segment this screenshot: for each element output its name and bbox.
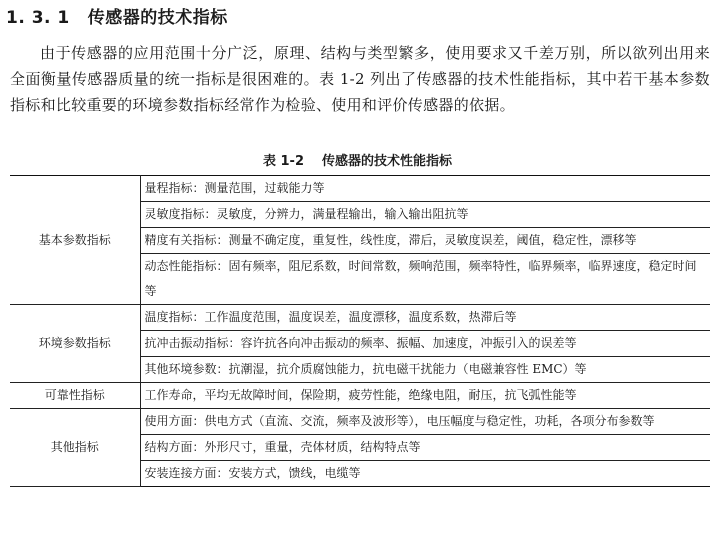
table-row: [10, 176, 710, 202]
section-heading: [6, 3, 228, 28]
category-cell: 可靠性指标: [10, 383, 140, 409]
detail-cell: 温度指标：工作温度范围，温度误差，温度漂移，温度系数，热滞后等: [140, 305, 710, 331]
detail-cell: 精度有关指标：测量不确定度，重复性，线性度，滞后，灵敏度误差，阈值，稳定性，漂移等: [140, 228, 710, 254]
category-cell: 环境参数指标: [10, 305, 140, 383]
detail-cell: 抗冲击振动指标：容许抗各向冲击振动的频率、振幅、加速度，冲振引入的误差等: [140, 331, 710, 357]
table-row: [10, 383, 710, 409]
table-title: 传感器的技术性能指标: [322, 154, 453, 169]
section-title: 传感器的技术指标: [87, 8, 228, 28]
detail-cell: 工作寿命，平均无故障时间，保险期，疲劳性能，绝缘电阻，耐压，抗飞弧性能等: [140, 383, 710, 409]
table-caption: [0, 150, 715, 169]
detail-cell: 使用方面：供电方式（直流、交流，频率及波形等），电压幅度与稳定性，功耗，各项分布参数等: [140, 409, 710, 435]
table-number: 表 1-2: [262, 154, 304, 169]
table-row: [10, 305, 710, 331]
detail-cell: 灵敏度指标：灵敏度，分辨力，满量程输出，输入输出阻抗等: [140, 202, 710, 228]
section-number: 1. 3. 1: [6, 8, 70, 28]
sensor-spec-table: [10, 175, 710, 487]
detail-cell: 其他环境参数：抗潮湿，抗介质腐蚀能力，抗电磁干扰能力（电磁兼容性 EMC）等: [140, 357, 710, 383]
detail-cell: 动态性能指标：固有频率，阻尼系数，时间常数，频响范围，频率特性，临界频率，临界速度，稳定时间等: [140, 254, 710, 305]
detail-cell: 安装连接方面：安装方式，馈线，电缆等: [140, 461, 710, 487]
intro-paragraph: 由于传感器的应用范围十分广泛，原理、结构与类型繁多，使用要求又千差万别，所以欲列出用来全面衡量传感器质量的统一指标是很困难的。表 1-2 列出了传感器的技术性能指标，其中若干基本参数指标和比较重要的环境参数指标经常作为检验、使用和评价传感器的依据。: [10, 44, 710, 114]
category-cell: 其他指标: [10, 409, 140, 487]
table-row: [10, 409, 710, 435]
detail-cell: 量程指标：测量范围，过载能力等: [140, 176, 710, 202]
detail-cell: 结构方面：外形尺寸，重量，壳体材质，结构特点等: [140, 435, 710, 461]
category-cell: 基本参数指标: [10, 176, 140, 305]
